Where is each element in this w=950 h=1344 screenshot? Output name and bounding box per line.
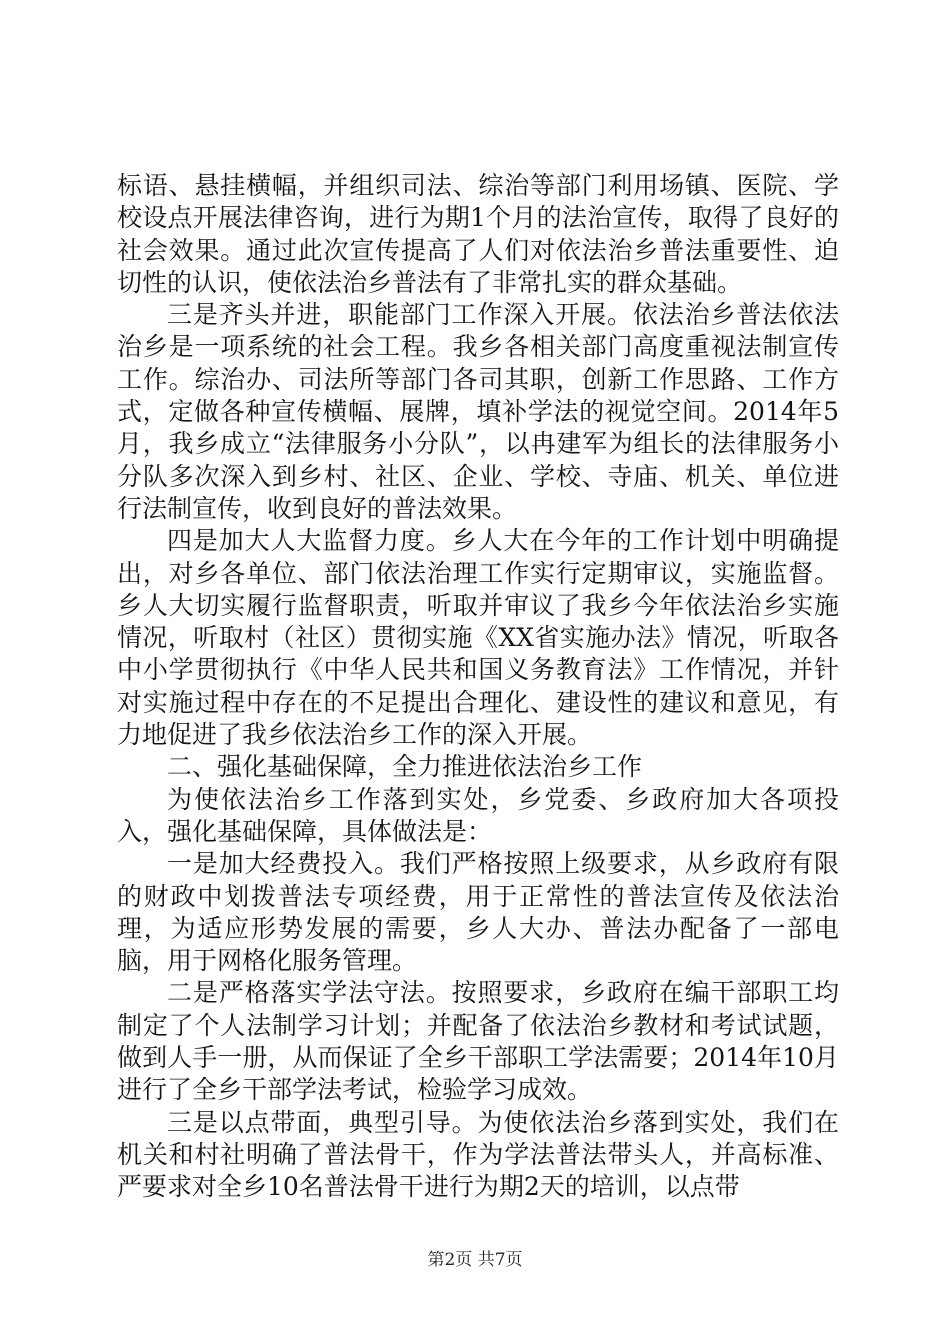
section-heading: 二、强化基础保障，全力推进依法治乡工作	[167, 752, 643, 782]
paragraph-8: 三是以点带面，典型引导。为使依法治乡落到实处，我们在机关和村社明确了普法骨干，作为学法普法带头人，并高标准、严要求对全乡10名普法骨干进行为期2天的培训，以点带	[117, 1107, 839, 1202]
paragraph-7: 二是严格落实学法守法。按照要求，乡政府在编干部职工均制定了个人法制学习计划；并配备了依法治乡教材和考试试题，做到人手一册，从而保证了全乡干部职工学法需要；2014年10月进行了全乡干部学法考试，检验学习成效。	[117, 978, 839, 1105]
paragraph-1: 标语、悬挂横幅，并组织司法、综治等部门利用场镇、医院、学校设点开展法律咨询，进行为期1个月的法治宣传，取得了良好的社会效果。通过此次宣传提高了人们对依法治乡普法重要性、迫切性的认识，使依法治乡普法有了非常扎实的群众基础。	[117, 171, 839, 297]
page-number-footer: 第2页 共7页	[427, 1250, 523, 1270]
document-body	[117, 170, 839, 1204]
paragraph-5: 为使依法治乡工作落到实处，乡党委、乡政府加大各项投入，强化基础保障，具体做法是：	[117, 784, 839, 846]
paragraph-2: 三是齐头并进，职能部门工作深入开展。依法治乡普法依法治乡是一项系统的社会工程。我乡各相关部门高度重视法制宣传工作。综治办、司法所等部门各司其职，创新工作思路、工作方式，定做各种宣传横幅、展牌，填补学法的视觉空间。2014年5月，我乡成立“法律服务小分队”，以冉建军为组长的法律服务小分队多次深入到乡村、社区、企业、学校、寺庙、机关、单位进行法制宣传，收到良好的普法效果。	[117, 300, 839, 523]
paragraph-6: 一是加大经费投入。我们严格按照上级要求，从乡政府有限的财政中划拨普法专项经费，用于正常性的普法宣传及依法治理，为适应形势发展的需要，乡人大办、普法办配备了一部电脑，用于网格化服务管理。	[117, 849, 839, 976]
paragraph-3: 四是加大人大监督力度。乡人大在今年的工作计划中明确提出，对乡各单位、部门依法治理工作实行定期审议，实施监督。乡人大切实履行监督职责，听取并审议了我乡今年依法治乡实施情况，听取村（社区）贯彻实施《XX省实施办法》情况，听取各中小学贯彻执行《中华人民共和国义务教育法》工作情况，并针对实施过程中存在的不足提出合理化、建设性的建议和意见，有力地促进了我乡依法治乡工作的深入开展。	[117, 526, 839, 750]
